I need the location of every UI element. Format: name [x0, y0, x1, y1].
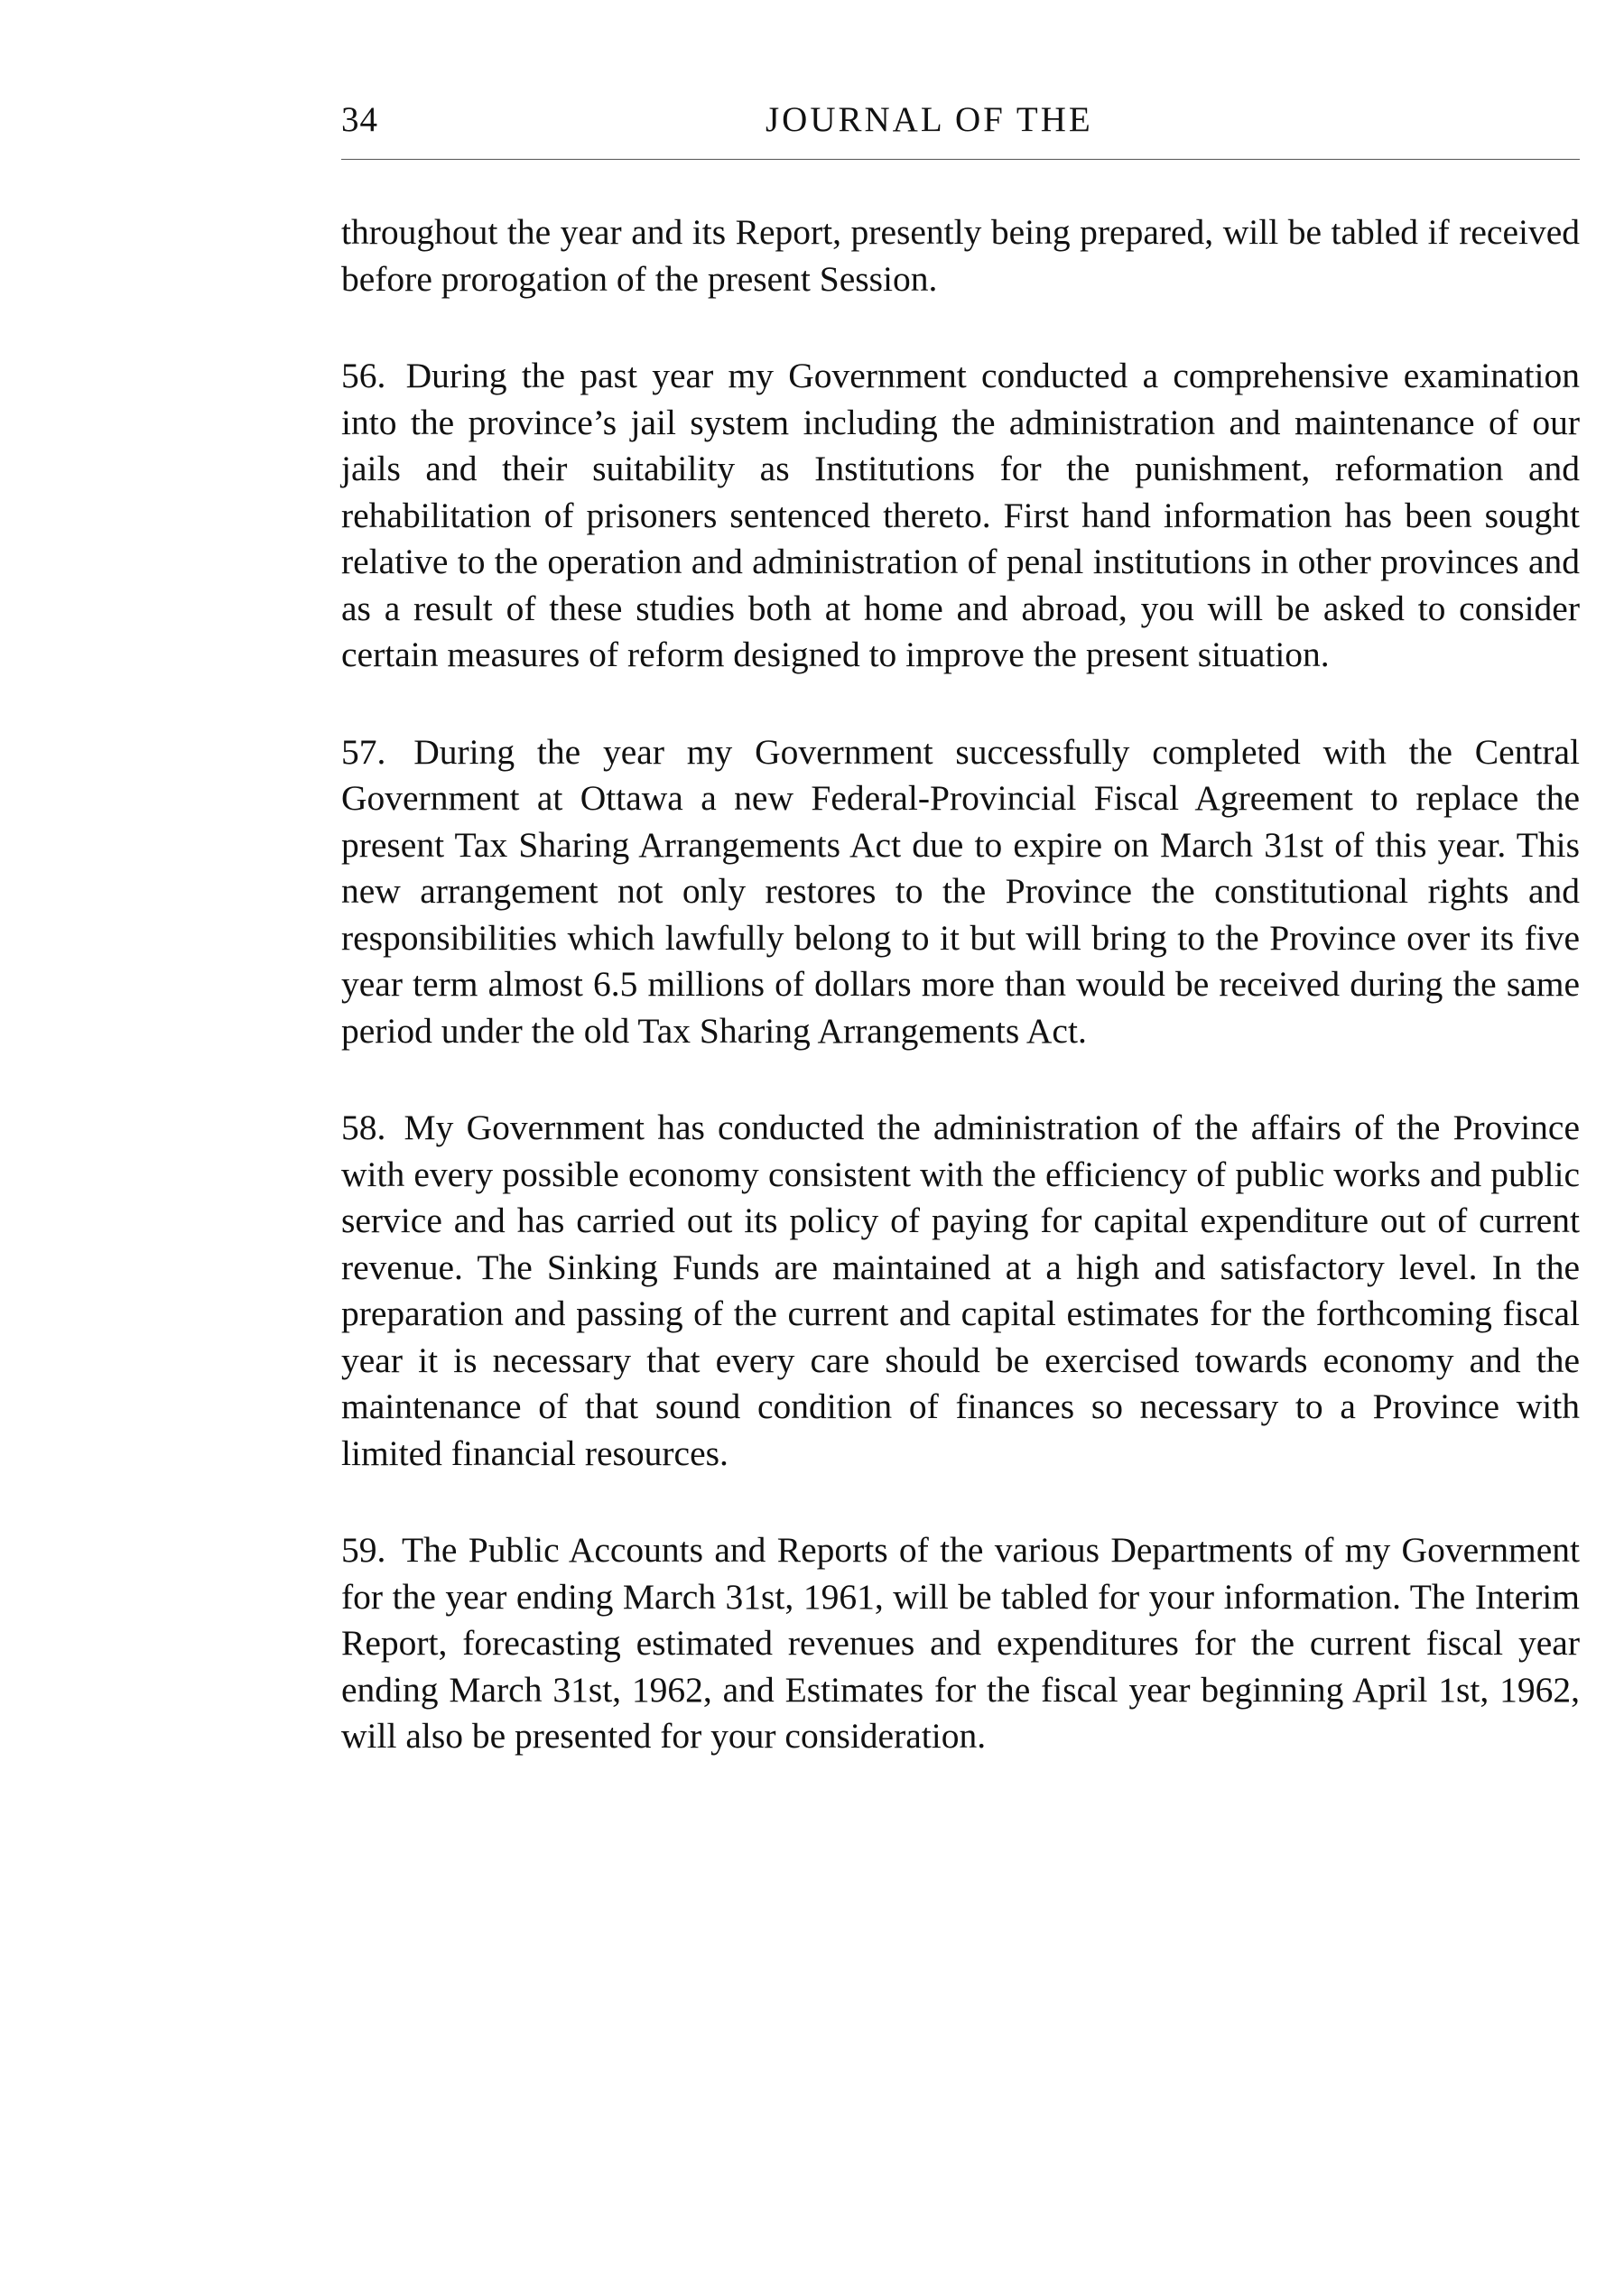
- paragraph-58: [341, 1105, 1580, 1477]
- paragraph-number: 57.: [341, 731, 386, 772]
- paragraph-number: 56.: [341, 356, 386, 395]
- paragraph-text: My Government has conducted the administration of the affairs of the Province with every possible economy consistent with the efficiency of public works and public service and has carried out its policy of paying for capital expenditure out of current revenue. The Sinking Funds are maintained at a high and satisfactory level. In the preparation and passing of the current and capital estimates for the forthcoming fiscal year it is necessary that every care should be exercised towards economy and the maintenance of that sound condition of finances so necessary to a Province with limited financial resources.: [341, 1108, 1580, 1473]
- paragraph-number: 59.: [341, 1530, 386, 1570]
- header-divider: [341, 159, 1580, 160]
- body-text: [341, 209, 1580, 1760]
- running-title: JOURNAL OF THE: [766, 100, 1093, 139]
- paragraph-number: 58.: [341, 1108, 386, 1147]
- paragraph-text: During the past year my Government conducted a comprehensive examination into the province’s jail system including the administration and maintenance of our jails and their suitability as Institutions for the punishment, reformation and rehabilitation of prisoners sentenced thereto. First hand information has been sought relative to the operation and administration of penal institutions in other provinces and as a result of these studies both at home and abroad, you will be asked to consider certain measures of reform designed to improve the present situation.: [341, 356, 1581, 674]
- page-header: [341, 99, 1580, 153]
- paragraph-text: The Public Accounts and Reports of the various Departments of my Government for the year ending March 31st, 1961, will be tabled for your information. The Interim Report, forecasting estimated revenues and expenditures for the current fiscal year ending March 31st, 1962, and Estimates for the fiscal year beginning April 1st, 1962, will also be presented for your consideration.: [341, 1530, 1580, 1756]
- paragraph-continued: [341, 209, 1580, 302]
- paragraph-57: [341, 729, 1580, 1055]
- paragraph-56: [341, 353, 1580, 679]
- paragraph-text: throughout the year and its Report, presently being prepared, will be tabled if received before prorogation of the present Session.: [341, 212, 1580, 299]
- page-number: 34: [341, 100, 378, 139]
- paragraph-text: During the year my Government successfully completed with the Central Government at Ottawa a new Federal-Provincial Fiscal Agreement to replace the present Tax Sharing Arrangements Act due to expire on March 31st of this year. This new arrangement not only restores to the Province the constitutional rights and responsibilities which lawfully belong to it but will bring to the Province over its five year term almost 6.5 millions of dollars more than would be received during the same period under the old Tax Sharing Arrangements Act.: [341, 731, 1580, 1051]
- paragraph-59: [341, 1527, 1580, 1760]
